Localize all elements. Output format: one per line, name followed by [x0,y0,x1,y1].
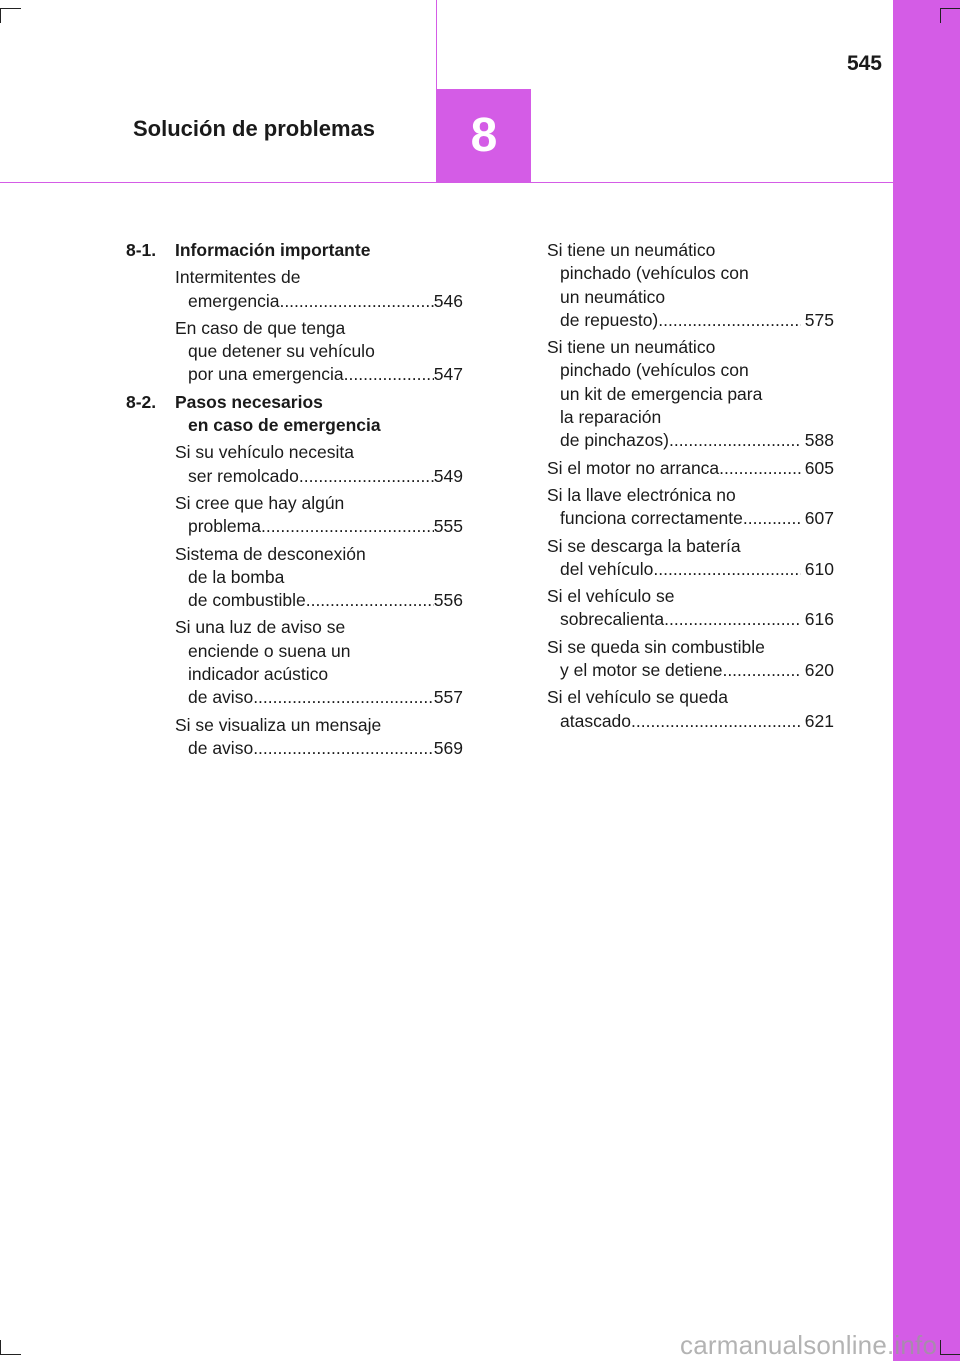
toc-entry-text: de aviso [188,687,254,708]
toc-entry-line: En caso de que tenga [175,317,346,338]
toc-entry [547,239,834,332]
toc-entry-last-line [175,686,463,709]
toc-entry-text: del vehículo [560,558,654,579]
toc-entry-line: Si se queda sin combustible [547,636,765,657]
toc-entry-text: por una emergencia [188,364,344,385]
dot-leader [719,457,801,480]
dot-leader [631,710,801,733]
dot-leader [253,737,434,760]
toc-entry [126,616,463,709]
page-number: 545 [846,52,882,75]
toc-entry-last-line [547,457,834,480]
section-heading [126,239,463,262]
toc-entry-last-line [175,290,463,313]
toc-entry-line: Si tiene un neumático [547,337,716,358]
dot-leader [279,290,433,313]
toc-entry-last-line [175,515,463,538]
toc-entry-text: de repuesto) [560,309,659,330]
toc-entry-text: funciona correctamente [560,508,743,529]
toc-page-number: 620 [804,660,834,681]
toc-entry-text: de pinchazos) [560,430,669,451]
toc-entry-last-line [175,363,463,386]
dot-leader [253,686,434,709]
toc-page-number: 610 [804,558,834,579]
toc-entry-last-line [547,608,834,631]
toc-entry-line: Sistema de desconexión [175,543,366,564]
toc-entry [547,686,834,733]
dot-leader [306,589,434,612]
toc-page-number: 621 [804,710,834,731]
chapter-number-box: 8 [437,89,531,182]
toc-page-number: 605 [804,457,834,478]
dot-leader [658,309,801,332]
toc-entry [547,585,834,632]
section-heading [126,391,463,438]
toc-page-number: 556 [433,590,463,611]
toc-entry-line: Si tiene un neumático [547,240,716,260]
toc-entry [547,636,834,683]
toc-entry-last-line [175,589,463,612]
toc-entry [126,441,463,488]
toc-page-number: 616 [804,609,834,630]
toc-entry-line: Si el vehículo se [547,586,675,607]
dot-leader [664,608,801,631]
toc-entry-line: Si se visualiza un mensaje [175,714,382,735]
toc-entry [547,457,834,480]
dot-leader [669,429,801,452]
toc-entry-line: Intermitentes de [175,267,301,288]
section-title-line: Información importante [175,240,371,260]
toc-entry-line: pinchado (vehículos con [560,360,749,381]
toc-page-number: 555 [433,516,463,537]
crop-mark-top-left [0,8,21,23]
toc-entry-text: emergencia [188,290,280,311]
toc-entry [126,714,463,761]
toc-entry-line: indicador acústico [188,664,329,685]
section-title [175,239,463,262]
toc-page-number: 575 [804,309,834,330]
toc-entry-line: Si su vehículo necesita [175,442,354,463]
toc-entry-line: que detener su vehículo [188,341,375,362]
dot-leader [299,465,434,488]
crop-mark-top-right [940,8,960,23]
toc-entry-text: y el motor se detiene [560,660,723,681]
chapter-side-tab [893,0,960,1361]
toc-page-number: 588 [804,430,834,451]
toc-entry-text: ser remolcado [188,465,299,486]
toc-entry [547,535,834,582]
toc-page-number: 569 [433,737,463,758]
toc-entry-text: problema [188,516,261,537]
toc-entry-line: Si el vehículo se queda [547,687,728,708]
toc-entry-line: un kit de emergencia para [560,383,763,404]
toc-entry-text: Si el motor no arranca [547,457,720,478]
dot-leader [743,507,801,530]
toc-entry-line: Si se descarga la batería [547,535,741,556]
toc-entry-last-line [547,309,834,332]
toc-entry-text: de combustible [188,590,306,611]
toc-entry-line: pinchado (vehículos con [560,263,749,284]
toc-page-number: 547 [433,364,463,385]
toc-column-right [547,239,834,737]
toc-entry [547,484,834,531]
dot-leader [261,515,434,538]
toc-entry [126,492,463,539]
section-number: 8-1. [126,240,157,260]
toc-entry [126,266,463,313]
toc-entry [126,317,463,387]
section-title-line: en caso de emergencia [188,415,381,436]
chapter-title: Solución de problemas [133,116,376,141]
toc-entry-line: un neumático [560,286,666,307]
dot-leader [653,558,800,581]
toc-entry-line: de la bomba [188,566,285,587]
toc-entry-line: la reparación [560,407,662,428]
toc-entry-line: Si cree que hay algún [175,492,345,513]
toc-page-number: 546 [433,290,463,311]
toc-entry-line: Si una luz de aviso se [175,617,346,638]
toc-page-number: 607 [804,508,834,529]
crop-mark-bottom-left [0,1340,21,1355]
section-number: 8-2. [126,391,157,412]
toc-entry-last-line [175,465,463,488]
dot-leader [344,363,434,386]
section-title-line: Pasos necesarios [175,391,323,412]
toc-entry-last-line [547,429,834,452]
watermark: carmanualsonline.info [680,1330,938,1360]
toc-page-number: 557 [433,687,463,708]
toc-entry-text: sobrecalienta [560,609,665,630]
toc-entry-line: Si la llave electrónica no [547,484,736,505]
dot-leader [722,659,800,682]
toc-entry-last-line [547,507,834,530]
toc-column-left [126,239,463,764]
toc-entry [126,543,463,613]
section-title [175,391,463,438]
toc-entry-last-line [547,659,834,682]
toc-entry-last-line [547,710,834,733]
crop-mark-bottom-right [940,1340,960,1355]
toc-entry-text: de aviso [188,737,254,758]
header-rule [0,182,893,183]
toc-entry [547,336,834,452]
toc-entry-text: atascado [560,710,632,731]
toc-page-number: 549 [433,465,463,486]
toc-entry-line: enciende o suena un [188,640,351,661]
toc-entry-last-line [547,558,834,581]
toc-entry-last-line [175,737,463,760]
